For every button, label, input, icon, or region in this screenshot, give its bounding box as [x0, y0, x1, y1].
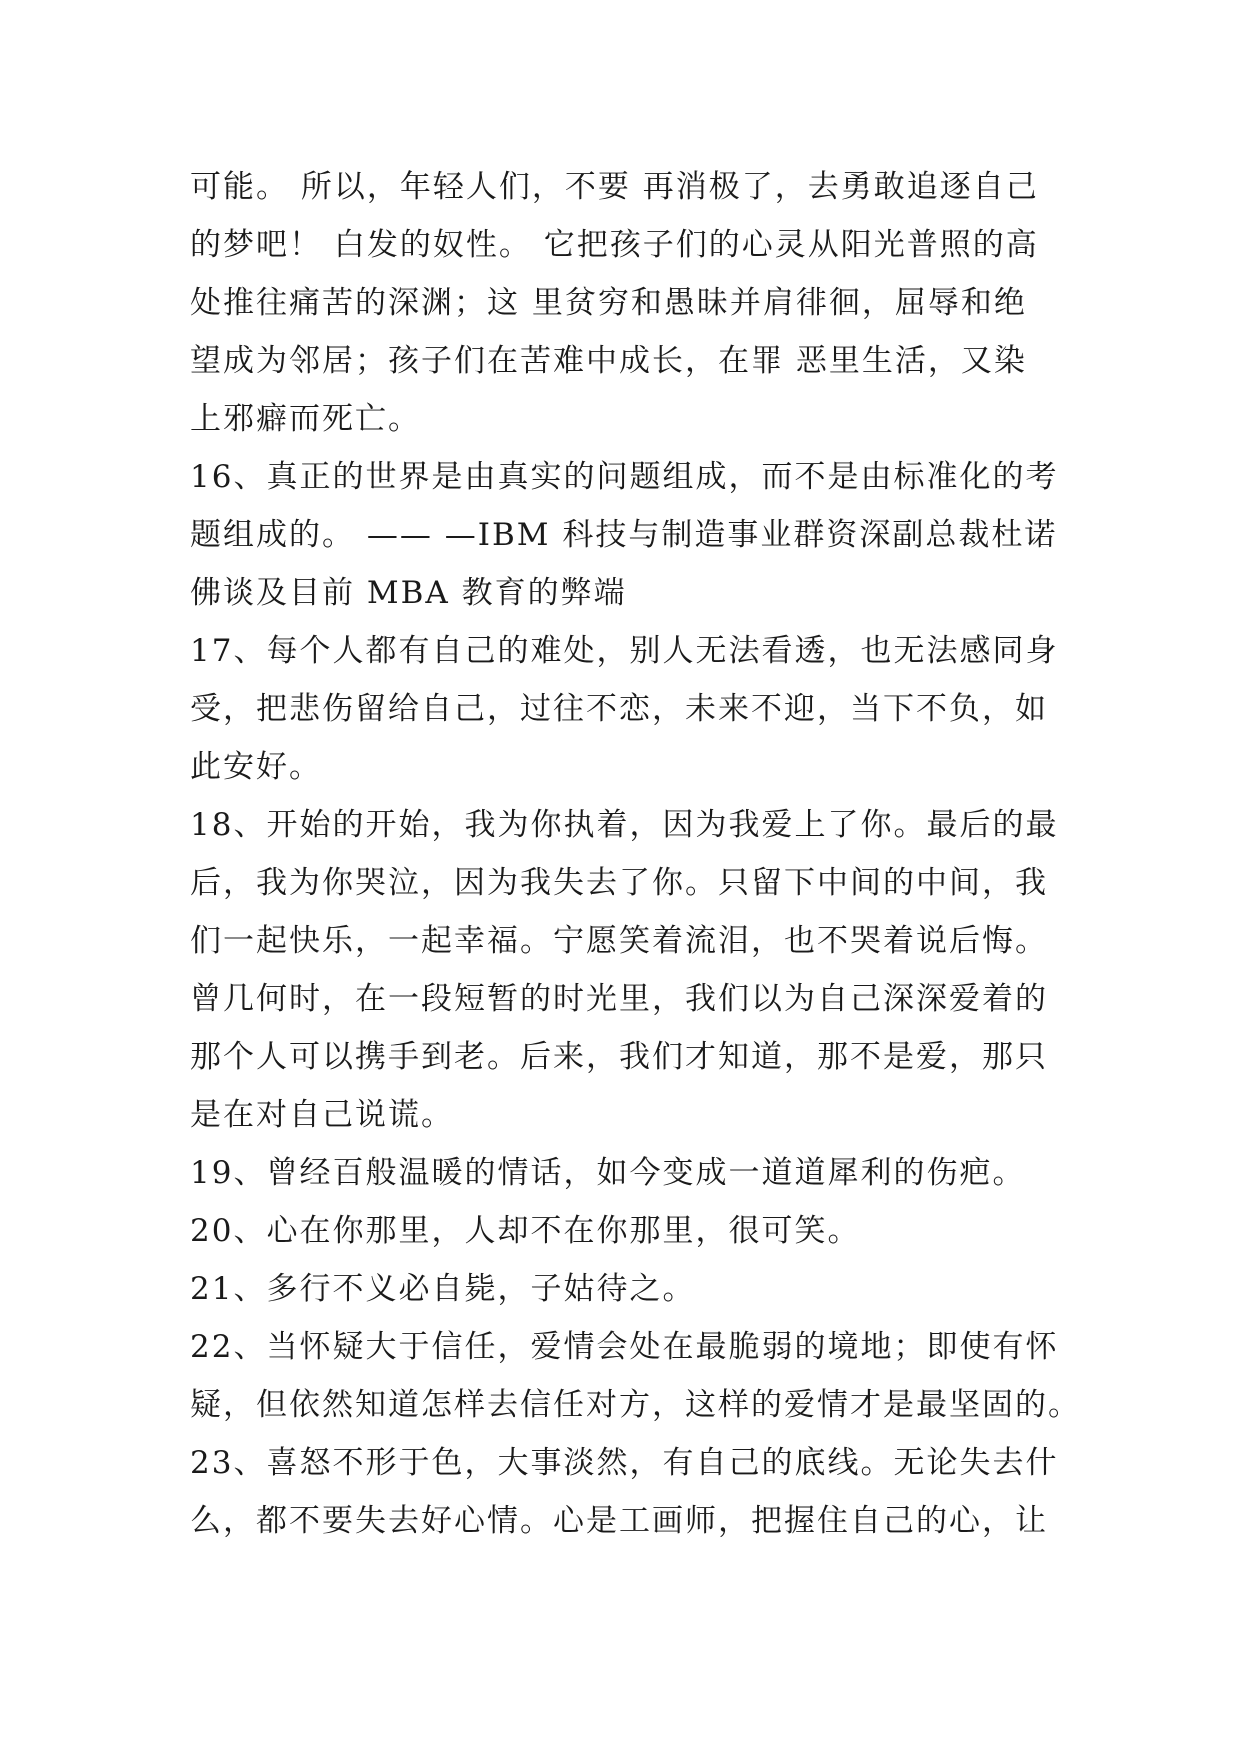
text-line: 的梦吧！ 白发的奴性。 它把孩子们的心灵从阳光普照的高 — [190, 227, 1039, 263]
text-line: 疑，但依然知道怎样去信任对方，这样的爱情才是最坚固的。 — [190, 1387, 1081, 1423]
text-line: 们一起快乐，一起幸福。宁愿笑着流泪，也不哭着说后悔。 — [190, 923, 1048, 959]
text-line: 佛谈及目前 MBA 教育的弊端 — [190, 575, 627, 611]
text-line: 么，都不要失去好心情。心是工画师，把握住自己的心，让 — [190, 1503, 1048, 1539]
text-line: 20、心在你那里，人却不在你那里，很可笑。 — [190, 1213, 861, 1249]
text-line: 21、多行不义必自毙，子姑待之。 — [190, 1271, 696, 1307]
text-line: 处推往痛苦的深渊；这 里贫穷和愚昧并肩徘徊，屈辱和绝 — [190, 285, 1027, 321]
text-line: 此安好。 — [190, 749, 322, 785]
text-line: 受，把悲伤留给自己，过往不恋，未来不迎，当下不负，如 — [190, 691, 1048, 727]
text-line: 上邪癖而死亡。 — [190, 401, 421, 437]
text-line: 可能。 所以，年轻人们，不要 再消极了，去勇敢追逐自己 — [190, 169, 1039, 205]
text-line: 17、每个人都有自己的难处，别人无法看透，也无法感同身 — [190, 633, 1059, 669]
body-text — [190, 158, 1081, 1550]
text-line: 望成为邻居；孩子们在苦难中成长，在罪 恶里生活，又染 — [190, 343, 1027, 379]
text-line: 23、喜怒不形于色，大事淡然，有自己的底线。无论失去什 — [190, 1445, 1059, 1481]
text-line: 是在对自己说谎。 — [190, 1097, 454, 1133]
text-line: 18、开始的开始，我为你执着，因为我爱上了你。最后的最 — [190, 807, 1059, 843]
text-line: 题组成的。 —— —IBM 科技与制造事业群资深副总裁杜诺 — [190, 517, 1058, 553]
text-line: 那个人可以携手到老。后来，我们才知道，那不是爱，那只 — [190, 1039, 1048, 1075]
text-line: 19、曾经百般温暖的情话，如今变成一道道犀利的伤疤。 — [190, 1155, 1026, 1191]
text-line: 16、真正的世界是由真实的问题组成，而不是由标准化的考 — [190, 459, 1059, 495]
text-line: 后，我为你哭泣，因为我失去了你。只留下中间的中间，我 — [190, 865, 1048, 901]
text-line: 22、当怀疑大于信任，爱情会处在最脆弱的境地；即使有怀 — [190, 1329, 1059, 1365]
text-line: 曾几何时，在一段短暂的时光里，我们以为自己深深爱着的 — [190, 981, 1048, 1017]
